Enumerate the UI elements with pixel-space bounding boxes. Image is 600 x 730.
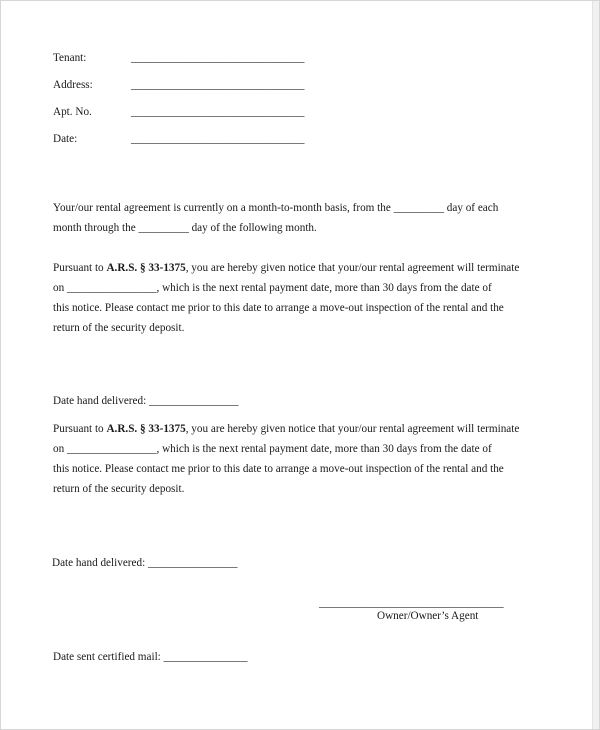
- notice-1-statute: A.R.S. § 33-1375: [106, 262, 186, 274]
- notice-2-rest: , you are hereby given notice that your/our rental agreement will terminate: [185, 423, 520, 435]
- notice-paragraph-1: [53, 258, 549, 338]
- signature-label: Owner/Owner’s Agent: [377, 610, 479, 622]
- notice-1-rest: , you are hereby given notice that your/our rental agreement will terminate: [185, 262, 520, 274]
- signature-line: _________________________________: [319, 597, 504, 609]
- date-hand-delivered-2: Date hand delivered: ________________: [52, 557, 238, 569]
- address-label: Address:: [53, 79, 93, 91]
- notice-2-line-4: return of the security deposit.: [53, 483, 185, 495]
- tenant-blank: _______________________________: [131, 52, 305, 64]
- notice-1-line-3: this notice. Please contact me prior to this date to arrange a move-out inspection of the rental and the: [53, 302, 504, 314]
- notice-2-line-3: this notice. Please contact me prior to this date to arrange a move-out inspection of the rental and the: [53, 463, 504, 475]
- date-hand-delivered-1: Date hand delivered: ________________: [53, 395, 239, 407]
- tenancy-line-2: month through the _________ day of the following month.: [53, 222, 317, 234]
- notice-1-line-2: on ________________, which is the next rental payment date, more than 30 days from the date of: [53, 282, 492, 294]
- tenant-label: Tenant:: [53, 52, 87, 64]
- notice-2-line-2: on ________________, which is the next rental payment date, more than 30 days from the date of: [53, 443, 492, 455]
- notice-1-lead: Pursuant to: [53, 262, 107, 274]
- tenancy-paragraph: [53, 198, 549, 238]
- notice-2-lead: Pursuant to: [53, 423, 107, 435]
- notice-1-line-4: return of the security deposit.: [53, 322, 185, 334]
- date-label: Date:: [53, 133, 78, 145]
- apt-no-label: Apt. No.: [53, 106, 92, 118]
- date-sent-certified-mail: Date sent certified mail: _______________: [53, 651, 248, 663]
- address-blank: _______________________________: [131, 79, 305, 91]
- notice-1-line-1: [53, 258, 549, 278]
- date-blank: _______________________________: [131, 133, 305, 145]
- notice-2-statute: A.R.S. § 33-1375: [106, 423, 186, 435]
- vertical-scrollbar[interactable]: [592, 1, 599, 729]
- apt-no-blank: _______________________________: [131, 106, 305, 118]
- notice-paragraph-2: [53, 419, 549, 499]
- notice-2-line-1: [53, 419, 549, 439]
- tenancy-line-1: Your/our rental agreement is currently on a month-to-month basis, from the _________ day of each: [53, 202, 499, 214]
